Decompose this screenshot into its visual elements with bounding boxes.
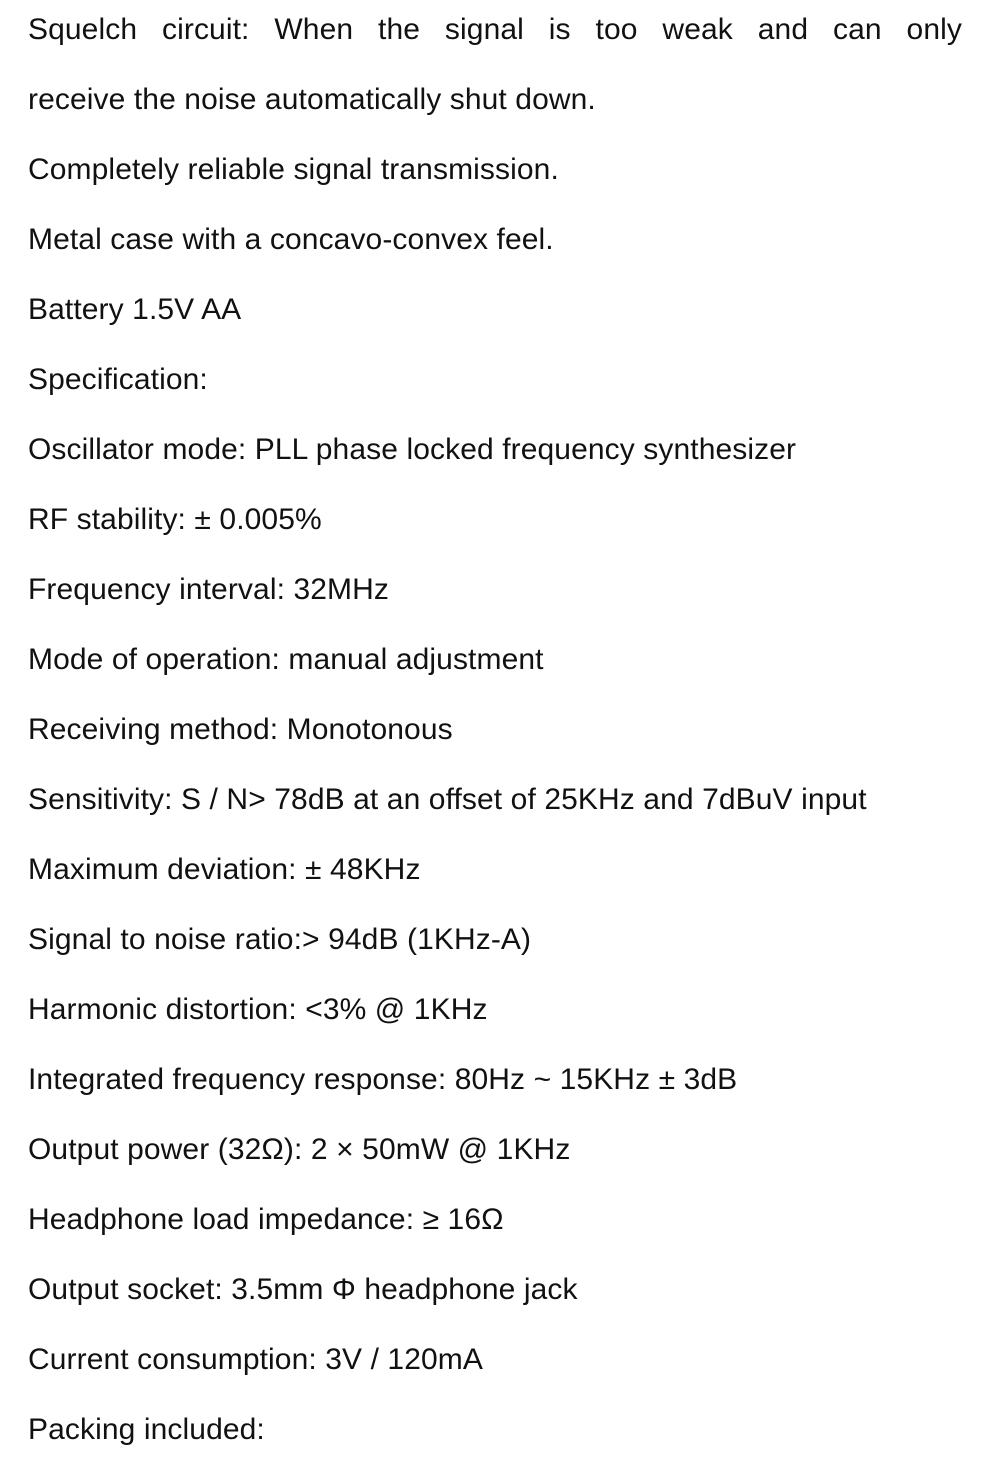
text-line-squelch-circuit-cont: receive the noise automatically shut down.	[28, 83, 596, 116]
spec-maximum-deviation: Maximum deviation: ± 48KHz	[28, 853, 421, 886]
text-line-squelch-circuit: Squelch circuit: When the signal is too weak and can only	[28, 13, 962, 46]
spec-rf-stability: RF stability: ± 0.005%	[28, 503, 322, 536]
spec-output-socket: Output socket: 3.5mm Φ headphone jack	[28, 1273, 578, 1306]
section-heading-specification: Specification:	[28, 363, 208, 396]
spec-signal-to-noise: Signal to noise ratio:> 94dB (1KHz-A)	[28, 923, 532, 956]
spec-current-consumption: Current consumption: 3V / 120mA	[28, 1343, 483, 1376]
spec-receiving-method: Receiving method: Monotonous	[28, 713, 453, 746]
spec-output-power: Output power (32Ω): 2 × 50mW @ 1KHz	[28, 1133, 571, 1166]
spec-harmonic-distortion: Harmonic distortion: <3% @ 1KHz	[28, 993, 488, 1026]
spec-frequency-response: Integrated frequency response: 80Hz ~ 15KHz ± 3dB	[28, 1063, 738, 1096]
spec-sensitivity: Sensitivity: S / N> 78dB at an offset of 25KHz and 7dBuV input	[28, 783, 867, 816]
text-line-signal-transmission: Completely reliable signal transmission.	[28, 153, 559, 186]
section-heading-packing-included: Packing included:	[28, 1413, 265, 1446]
spec-frequency-interval: Frequency interval: 32MHz	[28, 573, 389, 606]
spec-mode-of-operation: Mode of operation: manual adjustment	[28, 643, 544, 676]
text-line-battery: Battery 1.5V AA	[28, 293, 242, 326]
spec-headphone-impedance: Headphone load impedance: ≥ 16Ω	[28, 1203, 504, 1236]
text-line-metal-case: Metal case with a concavo-convex feel.	[28, 223, 554, 256]
document-body	[28, 0, 962, 1465]
spec-oscillator-mode: Oscillator mode: PLL phase locked frequency synthesizer	[28, 433, 797, 466]
